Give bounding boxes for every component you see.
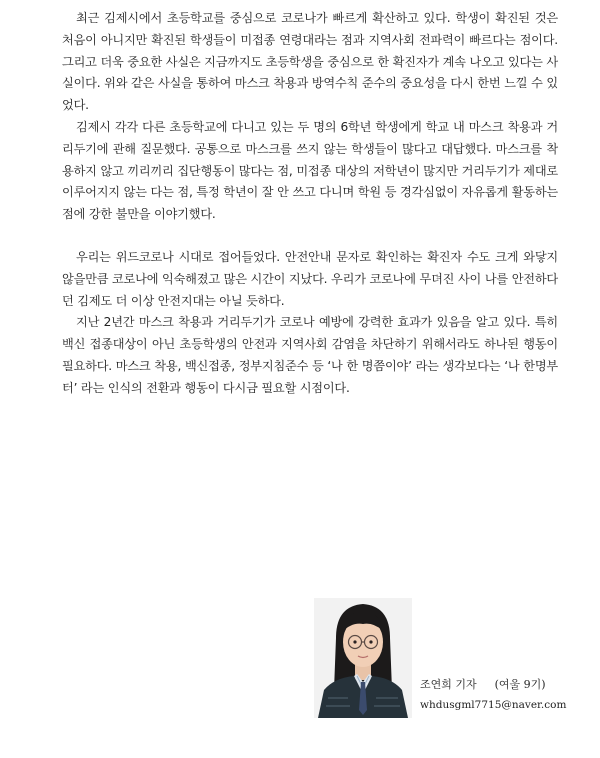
article-paragraph-3: 우리는 위드코로나 시대로 접어들었다. 안전안내 문자로 확인하는 확진자 수도 크게 와닿지 않을만큼 코로나에 익숙해졌고 많은 시간이 지났다. 우리가 코로나에 무뎌진 사이 나를 안전하다던 김제도 더 이상 안전지대는 아닐 듯하다. xyxy=(62,249,558,308)
reporter-byline xyxy=(420,675,566,715)
reporter-photo xyxy=(314,598,412,718)
reporter-email[interactable]: whdusgml7715@naver.com xyxy=(420,699,567,711)
reporter-name: 조연희 기자 xyxy=(420,678,477,691)
byline-name-row xyxy=(420,675,566,695)
article-paragraph-1: 최근 김제시에서 초등학교를 중심으로 코로나가 빠르게 확산하고 있다. 학생이 확진된 것은 처음이 아니지만 확진된 학생들이 미접종 연령대라는 점과 지역사회 전파력이 빠르다는 점이다. 그리고 더욱 중요한 사실은 지금까지도 초등학생을 중심으로 한 확진자가 계속 나오고 있다는 사실이다. 위와 같은 사실을 통하여 마스크 착용과 방역수칙 준수의 중요성을 다시 한번 느낄 수 있었다. xyxy=(62,11,558,113)
article-body xyxy=(62,8,558,400)
article-paragraph-4: 지난 2년간 마스크 착용과 거리두기가 코로나 예방에 강력한 효과가 있음을 알고 있다. 특히 백신 접종대상이 아닌 초등학생의 안전과 지역사회 감염을 차단하기 위해서라도 하나된 행동이 필요하다. 마스크 착용, 백신접종, 정부지침준수 등 ‘나 한 명쯤이야’ 라는 생각보다는 ‘나 한명부터’ 라는 인식의 전환과 행동이 다시금 필요할 시점이다. xyxy=(62,315,558,395)
reporter-grade: (여울 9기) xyxy=(494,678,546,691)
reporter-portrait-image xyxy=(314,598,412,718)
article-paragraph-2: 김제시 각각 다른 초등학교에 다니고 있는 두 명의 6학년 학생에게 학교 내 마스크 착용과 거리두기에 관해 질문했다. 공통으로 마스크를 쓰지 않는 학생들이 많다고 대답했다. 마스크를 착용하지 않고 끼리끼리 집단행동이 많다는 점, 미접종 대상의 저학년이 많지만 거리두기가 제대로 이루어지지 않는 다는 점, 특정 학년이 잘 안 쓰고 다니며 학원 등 경각심없이 자유롭게 활동하는 점에 강한 불만을 이야기했다. xyxy=(62,119,558,222)
